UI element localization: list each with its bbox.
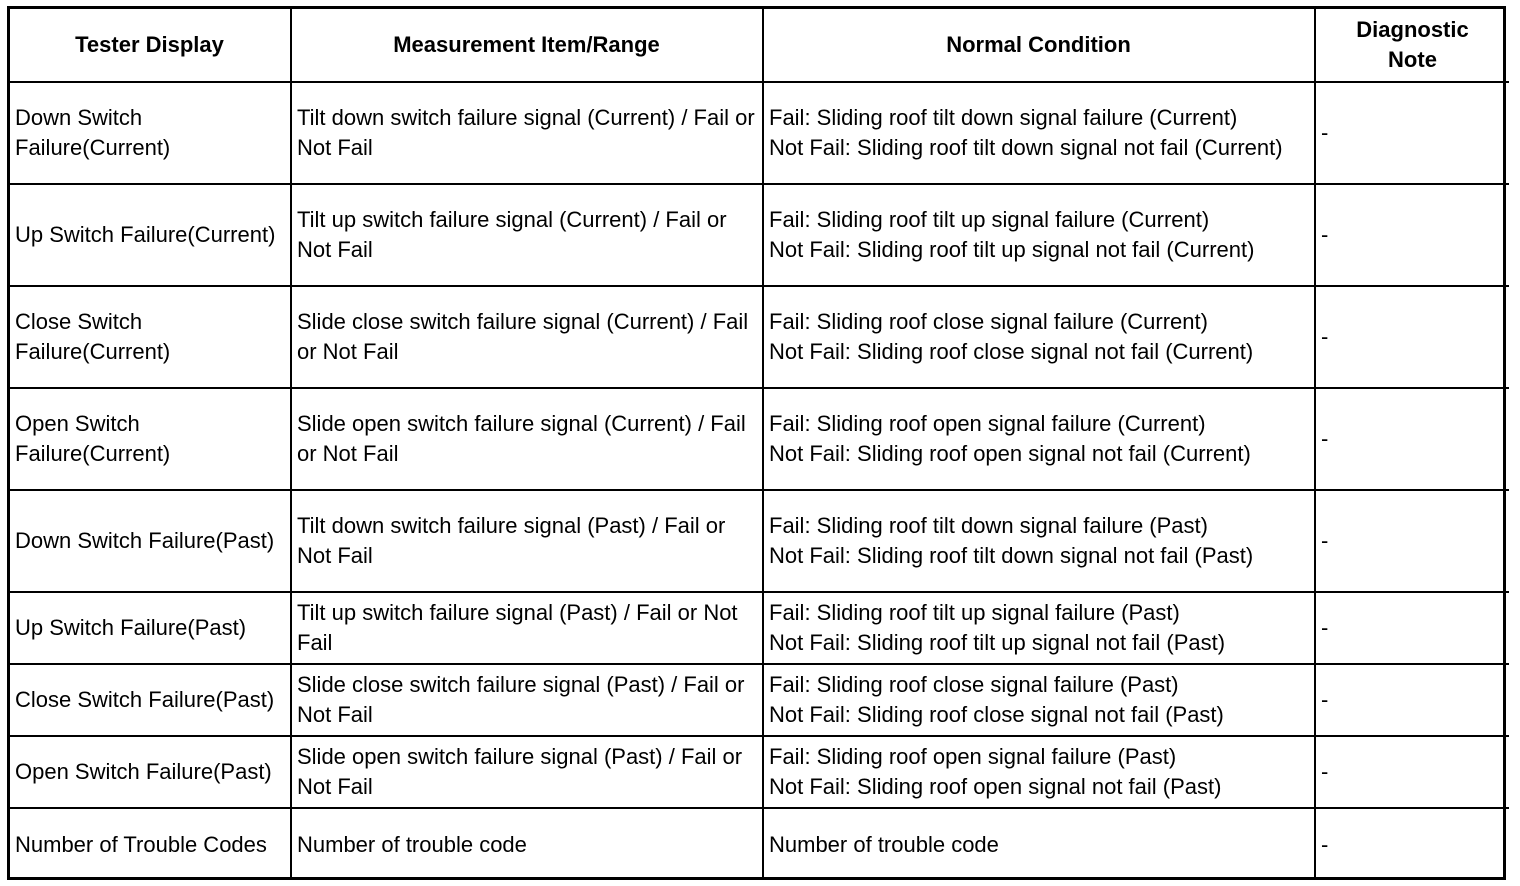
cell-measurement: Tilt up switch failure signal (Past) / Fail or Not Fail [291, 592, 763, 664]
cell-normal-condition [763, 592, 1315, 664]
cell-measurement: Slide open switch failure signal (Past) / Fail or Not Fail [291, 736, 763, 808]
normal-not-fail-text: Not Fail: Sliding roof open signal not fail (Past) [769, 774, 1222, 799]
normal-not-fail-text: Not Fail: Sliding roof close signal not fail (Current) [769, 339, 1254, 364]
normal-fail-text: Fail: Sliding roof open signal failure (Current) [769, 411, 1206, 436]
cell-measurement: Slide open switch failure signal (Current) / Fail or Not Fail [291, 388, 763, 490]
diagnostic-table-frame [7, 6, 1506, 880]
normal-not-fail-text: Not Fail: Sliding roof tilt down signal not fail (Past) [769, 543, 1254, 568]
cell-normal-condition [763, 388, 1315, 490]
cell-tester-display: Up Switch Failure(Current) [10, 184, 291, 286]
cell-tester-display: Open Switch Failure(Current) [10, 388, 291, 490]
header-tester-display: Tester Display [10, 9, 291, 82]
cell-tester-display: Down Switch Failure(Current) [10, 82, 291, 184]
normal-not-fail-text: Not Fail: Sliding roof open signal not fail (Current) [769, 441, 1251, 466]
normal-fail-text: Fail: Sliding roof close signal failure (Current) [769, 309, 1208, 334]
cell-normal-condition [763, 808, 1315, 880]
header-normal-condition: Normal Condition [763, 9, 1315, 82]
cell-tester-display: Down Switch Failure(Past) [10, 490, 291, 592]
cell-tester-display: Close Switch Failure(Current) [10, 286, 291, 388]
table-row [10, 286, 1509, 388]
cell-measurement: Tilt down switch failure signal (Past) / Fail or Not Fail [291, 490, 763, 592]
diagnostic-table [10, 9, 1509, 880]
cell-measurement: Slide close switch failure signal (Current) / Fail or Not Fail [291, 286, 763, 388]
cell-diagnostic-note: - [1315, 664, 1509, 736]
table-row [10, 664, 1509, 736]
cell-measurement: Tilt up switch failure signal (Current) / Fail or Not Fail [291, 184, 763, 286]
table-row [10, 736, 1509, 808]
cell-normal-condition [763, 82, 1315, 184]
cell-measurement: Tilt down switch failure signal (Current) / Fail or Not Fail [291, 82, 763, 184]
table-header-row [10, 9, 1509, 82]
cell-tester-display: Up Switch Failure(Past) [10, 592, 291, 664]
normal-fail-text: Number of trouble code [769, 831, 999, 857]
table-row [10, 82, 1509, 184]
cell-measurement: Number of trouble code [291, 808, 763, 880]
table-row [10, 808, 1509, 880]
cell-diagnostic-note: - [1315, 736, 1509, 808]
cell-normal-condition [763, 490, 1315, 592]
cell-diagnostic-note: - [1315, 184, 1509, 286]
cell-normal-condition [763, 286, 1315, 388]
normal-fail-text: Fail: Sliding roof close signal failure (Past) [769, 672, 1179, 697]
normal-fail-text: Fail: Sliding roof open signal failure (Past) [769, 744, 1177, 769]
table-row [10, 184, 1509, 286]
normal-not-fail-text: Not Fail: Sliding roof tilt down signal not fail (Current) [769, 135, 1283, 160]
normal-fail-text: Fail: Sliding roof tilt down signal failure (Current) [769, 105, 1238, 130]
cell-measurement: Slide close switch failure signal (Past) / Fail or Not Fail [291, 664, 763, 736]
cell-diagnostic-note: - [1315, 286, 1509, 388]
cell-diagnostic-note: - [1315, 490, 1509, 592]
table-row [10, 592, 1509, 664]
normal-fail-text: Fail: Sliding roof tilt up signal failure (Past) [769, 600, 1180, 625]
cell-normal-condition [763, 736, 1315, 808]
normal-not-fail-text: Not Fail: Sliding roof tilt up signal not fail (Current) [769, 237, 1255, 262]
normal-not-fail-text: Not Fail: Sliding roof close signal not fail (Past) [769, 702, 1224, 727]
cell-diagnostic-note: - [1315, 808, 1509, 880]
cell-diagnostic-note: - [1315, 592, 1509, 664]
cell-normal-condition [763, 664, 1315, 736]
cell-normal-condition [763, 184, 1315, 286]
cell-tester-display: Number of Trouble Codes [10, 808, 291, 880]
header-measurement: Measurement Item/Range [291, 9, 763, 82]
normal-fail-text: Fail: Sliding roof tilt up signal failure (Current) [769, 207, 1210, 232]
table-row [10, 388, 1509, 490]
table-row [10, 490, 1509, 592]
cell-tester-display: Open Switch Failure(Past) [10, 736, 291, 808]
normal-fail-text: Fail: Sliding roof tilt down signal failure (Past) [769, 513, 1208, 538]
cell-diagnostic-note: - [1315, 82, 1509, 184]
cell-diagnostic-note: - [1315, 388, 1509, 490]
header-diagnostic-note: Diagnostic Note [1315, 9, 1509, 82]
normal-not-fail-text: Not Fail: Sliding roof tilt up signal not fail (Past) [769, 630, 1226, 655]
cell-tester-display: Close Switch Failure(Past) [10, 664, 291, 736]
